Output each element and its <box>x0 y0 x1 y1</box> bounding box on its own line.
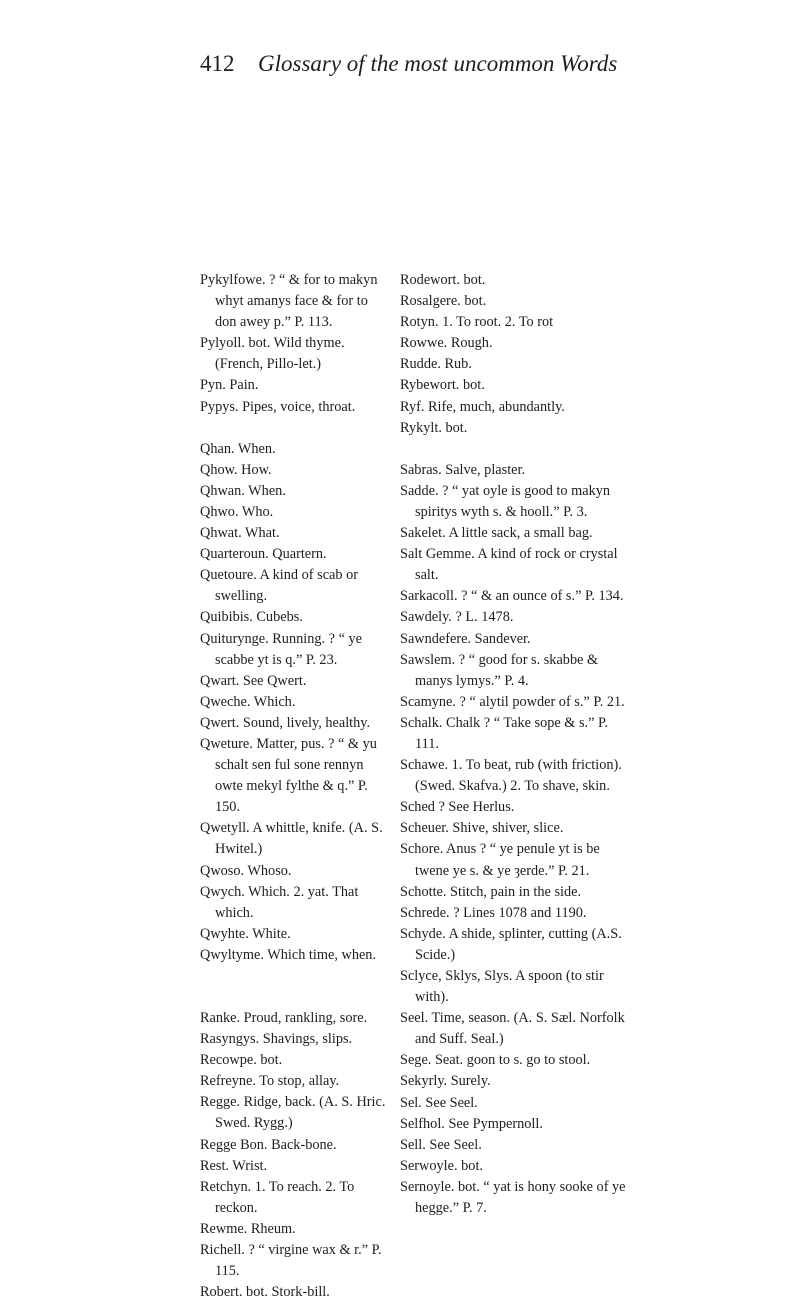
section-gap <box>200 418 392 439</box>
glossary-entry: Sege. Seat. goon to s. go to stool. <box>400 1052 591 1069</box>
glossary-entry: Sclyce, Sklys, Slys. A spoon (to stir with). <box>400 968 604 1006</box>
glossary-entry: Rotyn. 1. To root. 2. To rot <box>400 314 554 331</box>
glossary-entry: Rudde. Rub. <box>400 356 472 373</box>
glossary-entry: Sawndefere. Sandever. <box>400 630 531 647</box>
glossary-entry: Qweture. Matter, pus. ? “ & yu schalt sen ful sone rennyn owte mekyl fylthe & q.” P. 150. <box>200 735 377 816</box>
glossary-entry: Qweche. Which. <box>200 693 296 710</box>
glossary-entry: Sabras. Salve, plaster. <box>400 461 526 478</box>
glossary-entry: Sell. See Seel. <box>400 1136 482 1153</box>
glossary-entry: Sawdely. ? L. 1478. <box>400 609 514 626</box>
glossary-entry: Qwoso. Whoso. <box>200 862 292 879</box>
glossary-entry: Seel. Time, season. (A. S. Sæl. Norfolk and Suff. Seal.) <box>400 1010 625 1048</box>
glossary-column-right <box>400 270 632 1219</box>
glossary-entry: Pykylfowe. ? “ & for to makyn whyt amanys face & for to don awey p.” P. 113. <box>200 272 378 331</box>
glossary-entry: Rest. Wrist. <box>200 1157 268 1174</box>
glossary-entry: Rosalgere. bot. <box>400 293 487 310</box>
glossary-entry: Scamyne. ? “ alytil powder of s.” P. 21. <box>400 693 625 710</box>
glossary-entry: Schore. Anus ? “ ye penule yt is be twene ye s. & ye ȝerde.” P. 21. <box>400 841 600 879</box>
page-number: 412 <box>200 51 235 76</box>
glossary-entry: Selfhol. See Pympernoll. <box>400 1115 543 1132</box>
glossary-entry: Robert. bot. Stork-bill. <box>200 1284 330 1301</box>
glossary-entry: Salt Gemme. A kind of rock or crystal salt. <box>400 546 618 584</box>
glossary-entry: Scheuer. Shive, shiver, slice. <box>400 820 564 837</box>
glossary-entry: Recowpe. bot. <box>200 1052 283 1069</box>
glossary-entry: Qwetyll. A whittle, knife. (A. S. Hwitel.) <box>200 820 383 858</box>
glossary-entry: Pypys. Pipes, voice, throat. <box>200 398 356 415</box>
glossary-entry: Qhwan. When. <box>200 482 286 499</box>
glossary-entry: Pyn. Pain. <box>200 377 259 394</box>
glossary-entry: Sawslem. ? “ good for s. skabbe & manys lymys.” P. 4. <box>400 651 599 689</box>
glossary-entry: Serwoyle. bot. <box>400 1157 483 1174</box>
glossary-entry: Refreyne. To stop, allay. <box>200 1073 340 1090</box>
glossary-entry: Sel. See Seel. <box>400 1094 478 1111</box>
glossary-entry: Rowwe. Rough. <box>400 335 493 352</box>
glossary-entry: Ranke. Proud, rankling, sore. <box>200 1010 368 1026</box>
glossary-entry: Quetoure. A kind of scab or swelling. <box>200 567 359 605</box>
glossary-entry: Qhwo. Who. <box>200 503 274 520</box>
glossary-entry: Qwyltyme. Which time, when. <box>200 946 377 963</box>
glossary-entry: Rasyngys. Shavings, slips. <box>200 1031 353 1048</box>
glossary-entry: Schawe. 1. To beat, rub (with friction). (Swed. Skafva.) 2. To shave, skin. <box>400 757 622 795</box>
glossary-entry: Sernoyle. bot. “ yat is hony sooke of ye hegge.” P. 7. <box>400 1178 626 1217</box>
glossary-entry: Quarteroun. Quartern. <box>200 546 327 563</box>
glossary-entry: Retchyn. 1. To reach. 2. To reckon. <box>200 1178 355 1216</box>
glossary-entry: Schyde. A shide, splinter, cutting (A.S. Scide.) <box>400 925 622 963</box>
glossary-entry: Qhwat. What. <box>200 525 280 542</box>
glossary-entry: Qwyhte. White. <box>200 925 291 942</box>
glossary-entry: Qhow. How. <box>200 461 272 478</box>
glossary-entry: Sarkacoll. ? “ & an ounce of s.” P. 134. <box>400 588 624 605</box>
glossary-column-left <box>200 270 392 1303</box>
glossary-entry: Quibibis. Cubebs. <box>200 609 303 626</box>
glossary-entry: Rybewort. bot. <box>400 377 485 394</box>
glossary-entry: Sakelet. A little sack, a small bag. <box>400 525 593 542</box>
running-header <box>200 50 620 78</box>
glossary-entry: Rodewort. bot. <box>400 272 486 288</box>
section-gap <box>200 966 392 1008</box>
glossary-entry: Rykylt. bot. <box>400 419 468 436</box>
glossary-entry: Quiturynge. Running. ? “ ye scabbe yt is q.” P. 23. <box>200 630 362 668</box>
glossary-entry: Sekyrly. Surely. <box>400 1073 491 1090</box>
glossary-entry: Schotte. Stitch, pain in the side. <box>400 883 582 900</box>
glossary-entry: Qhan. When. <box>200 440 276 457</box>
section-gap <box>400 439 632 460</box>
glossary-entry: Qwych. Which. 2. yat. That which. <box>200 883 359 921</box>
page-title: Glossary of the most uncommon Words <box>258 51 618 76</box>
glossary-entry: Regge. Ridge, back. (A. S. Hric. Swed. Rygg.) <box>200 1094 386 1132</box>
glossary-entry: Sadde. ? “ yat oyle is good to makyn spiritys wyth s. & hooll.” P. 3. <box>400 482 611 520</box>
glossary-entry: Rewme. Rheum. <box>200 1220 296 1237</box>
glossary-entry: Sched ? See Herlus. <box>400 799 515 816</box>
glossary-entry: Pylyoll. bot. Wild thyme. (French, Pillo-let.) <box>200 335 345 373</box>
glossary-entry: Ryf. Rife, much, abundantly. <box>400 398 565 415</box>
glossary-entry: Schrede. ? Lines 1078 and 1190. <box>400 904 587 921</box>
glossary-entry: Qwart. See Qwert. <box>200 672 307 689</box>
glossary-entry: Regge Bon. Back-bone. <box>200 1136 337 1153</box>
glossary-entry: Schalk. Chalk ? “ Take sope & s.” P. 111. <box>400 714 608 752</box>
glossary-entry: Qwert. Sound, lively, healthy. <box>200 714 371 731</box>
glossary-entry: Richell. ? “ virgine wax & r.” P. 115. <box>200 1242 382 1280</box>
